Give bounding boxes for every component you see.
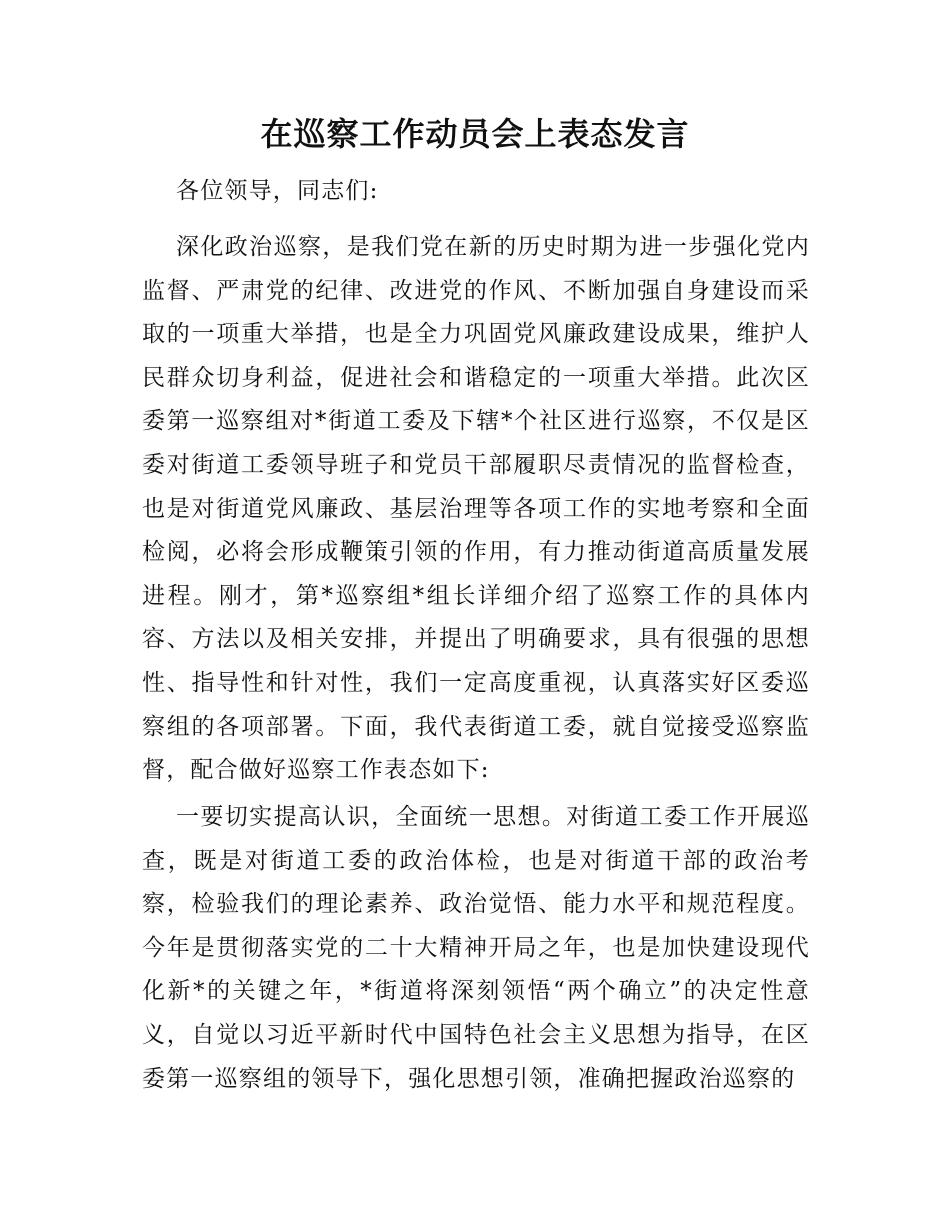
document-title: 在巡察工作动员会上表态发言 (260, 115, 690, 153)
paragraph-1: 深化政治巡察，是我们党在新的历史时期为进一步强化党内监督、严肃党的纪律、改进党的作风、不断加强自身建设而采取的一项重大举措，也是全力巩固党风廉政建设成果，维护人民群众切身利益，促进社会和谐稳定的一项重大举措。此次区委第一巡察组对*街道工委及下辖*个社区进行巡察，不仅是区委对街道工委领导班子和党员干部履职尽责情况的监督检查，也是对街道党风廉政、基层治理等各项工作的实地考察和全面检阅，必将会形成鞭策引领的作用，有力推动街道高质量发展进程。刚才，第*巡察组*组长详细介绍了巡察工作的具体内容、方法以及相关安排，并提出了明确要求，具有很强的思想性、指导性和针对性，我们一定高度重视，认真落实好区委巡察组的各项部署。下面，我代表街道工委，就自觉接受巡察监督，配合做好巡察工作表态如下: (142, 234, 810, 784)
salutation: 各位领导，同志们: (176, 178, 379, 204)
paragraph-2: 一要切实提高认识，全面统一思想。对街道工委工作开展巡查，既是对街道工委的政治体检，也是对街道干部的政治考察，检验我们的理论素养、政治觉悟、能力水平和规范程度。今年是贯彻落实党的二十大精神开局之年，也是加快建设现代化新*的关键之年，*街道将深刻领悟“两个确立”的决定性意义，自觉以习近平新时代中国特色社会主义思想为指导，在区委第一巡察组的领导下，强化思想引领，准确把握政治巡察的 (142, 804, 810, 1092)
